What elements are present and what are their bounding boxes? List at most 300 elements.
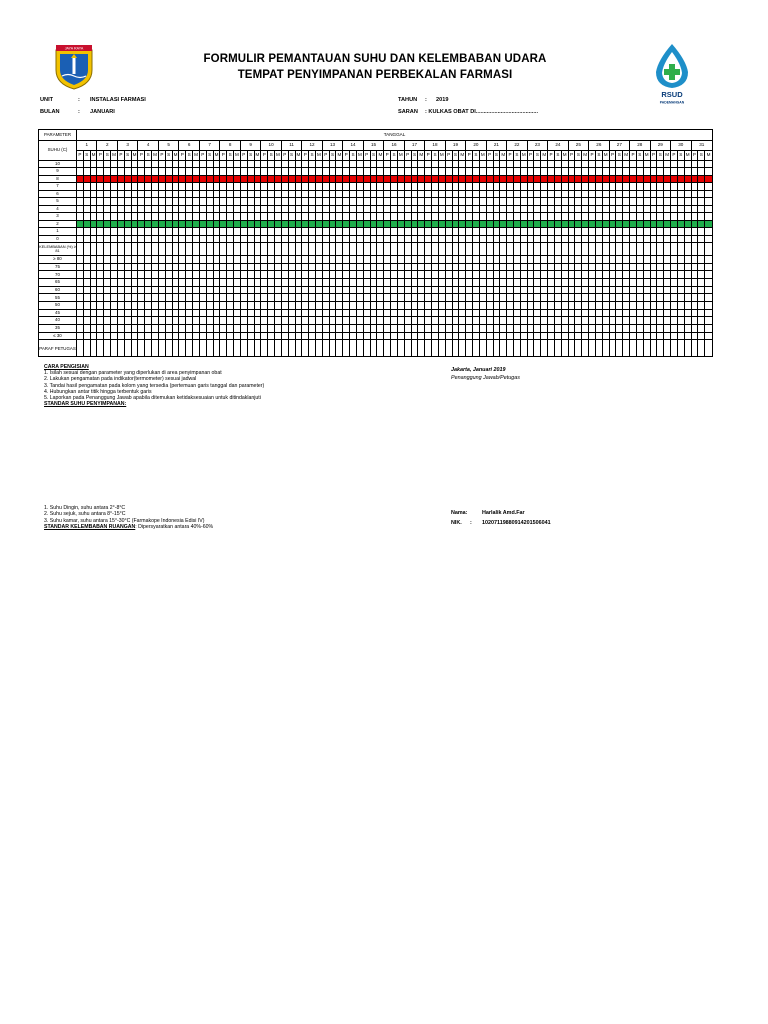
grid-cell[interactable] — [609, 160, 616, 168]
grid-cell[interactable] — [445, 220, 452, 228]
grid-cell[interactable] — [657, 160, 664, 168]
grid-cell[interactable] — [657, 286, 664, 294]
grid-cell[interactable] — [152, 332, 159, 340]
grid-cell[interactable] — [493, 317, 500, 325]
grid-cell[interactable] — [698, 220, 705, 228]
grid-cell[interactable] — [158, 198, 165, 206]
grid-cell[interactable] — [677, 160, 684, 168]
grid-cell[interactable] — [234, 198, 241, 206]
grid-cell[interactable] — [117, 205, 124, 213]
grid-cell[interactable] — [158, 205, 165, 213]
grid-cell[interactable] — [589, 243, 596, 256]
grid-cell[interactable] — [356, 286, 363, 294]
grid-cell[interactable] — [275, 317, 282, 325]
grid-cell[interactable] — [111, 340, 118, 357]
grid-cell[interactable] — [520, 317, 527, 325]
grid-cell[interactable] — [397, 168, 404, 176]
grid-cell[interactable] — [350, 324, 357, 332]
grid-cell[interactable] — [90, 271, 97, 279]
grid-cell[interactable] — [309, 235, 316, 243]
grid-cell[interactable] — [83, 243, 90, 256]
grid-cell[interactable] — [302, 324, 309, 332]
grid-cell[interactable] — [158, 279, 165, 287]
grid-cell[interactable] — [227, 279, 234, 287]
grid-cell[interactable] — [350, 160, 357, 168]
grid-cell[interactable] — [315, 324, 322, 332]
grid-cell[interactable] — [664, 243, 671, 256]
grid-cell[interactable] — [705, 183, 713, 191]
grid-cell[interactable] — [350, 235, 357, 243]
grid-cell[interactable] — [104, 324, 111, 332]
grid-cell[interactable] — [493, 294, 500, 302]
grid-cell[interactable] — [213, 183, 220, 191]
grid-cell[interactable] — [302, 302, 309, 310]
grid-cell[interactable] — [677, 271, 684, 279]
grid-cell[interactable] — [261, 294, 268, 302]
grid-cell[interactable] — [554, 279, 561, 287]
grid-cell[interactable] — [616, 190, 623, 198]
grid-cell[interactable] — [445, 183, 452, 191]
grid-cell[interactable] — [77, 271, 84, 279]
grid-cell[interactable] — [186, 228, 193, 236]
grid-cell[interactable] — [595, 309, 602, 317]
grid-cell[interactable] — [575, 294, 582, 302]
grid-cell[interactable] — [240, 228, 247, 236]
grid-cell[interactable] — [268, 198, 275, 206]
grid-cell[interactable] — [445, 168, 452, 176]
grid-cell[interactable] — [609, 243, 616, 256]
grid-cell[interactable] — [459, 309, 466, 317]
grid-cell[interactable] — [254, 279, 261, 287]
grid-cell[interactable] — [561, 324, 568, 332]
grid-cell[interactable] — [589, 205, 596, 213]
grid-cell[interactable] — [138, 235, 145, 243]
grid-cell[interactable] — [623, 294, 630, 302]
grid-cell[interactable] — [117, 183, 124, 191]
grid-cell[interactable] — [677, 317, 684, 325]
grid-cell[interactable] — [329, 263, 336, 271]
grid-cell[interactable] — [479, 340, 486, 357]
grid-cell[interactable] — [145, 324, 152, 332]
grid-cell[interactable] — [698, 205, 705, 213]
grid-cell[interactable] — [77, 160, 84, 168]
grid-cell[interactable] — [561, 235, 568, 243]
grid-cell[interactable] — [213, 205, 220, 213]
grid-cell[interactable] — [575, 198, 582, 206]
grid-cell[interactable] — [445, 205, 452, 213]
grid-cell[interactable] — [677, 220, 684, 228]
grid-cell[interactable] — [650, 190, 657, 198]
grid-cell[interactable] — [664, 332, 671, 340]
grid-cell[interactable] — [186, 279, 193, 287]
grid-cell[interactable] — [527, 332, 534, 340]
grid-cell[interactable] — [520, 302, 527, 310]
grid-cell[interactable] — [609, 309, 616, 317]
grid-cell[interactable] — [254, 168, 261, 176]
grid-cell[interactable] — [589, 324, 596, 332]
grid-cell[interactable] — [377, 256, 384, 264]
grid-cell[interactable] — [391, 317, 398, 325]
grid-cell[interactable] — [473, 340, 480, 357]
grid-cell[interactable] — [643, 190, 650, 198]
grid-cell[interactable] — [199, 175, 206, 183]
grid-cell[interactable] — [650, 175, 657, 183]
grid-cell[interactable] — [179, 309, 186, 317]
grid-cell[interactable] — [343, 243, 350, 256]
grid-cell[interactable] — [527, 198, 534, 206]
grid-cell[interactable] — [630, 228, 637, 236]
grid-cell[interactable] — [350, 279, 357, 287]
grid-cell[interactable] — [329, 256, 336, 264]
grid-cell[interactable] — [220, 317, 227, 325]
grid-cell[interactable] — [179, 302, 186, 310]
grid-cell[interactable] — [336, 228, 343, 236]
grid-cell[interactable] — [111, 256, 118, 264]
grid-cell[interactable] — [623, 243, 630, 256]
grid-cell[interactable] — [247, 302, 254, 310]
grid-cell[interactable] — [370, 340, 377, 357]
grid-cell[interactable] — [363, 256, 370, 264]
grid-cell[interactable] — [145, 279, 152, 287]
grid-cell[interactable] — [343, 190, 350, 198]
grid-cell[interactable] — [131, 228, 138, 236]
grid-cell[interactable] — [500, 175, 507, 183]
grid-cell[interactable] — [145, 332, 152, 340]
grid-cell[interactable] — [418, 279, 425, 287]
grid-cell[interactable] — [397, 324, 404, 332]
grid-cell[interactable] — [138, 294, 145, 302]
grid-cell[interactable] — [425, 220, 432, 228]
grid-cell[interactable] — [377, 294, 384, 302]
grid-cell[interactable] — [254, 205, 261, 213]
grid-cell[interactable] — [275, 198, 282, 206]
grid-cell[interactable] — [370, 324, 377, 332]
grid-cell[interactable] — [234, 175, 241, 183]
grid-cell[interactable] — [83, 190, 90, 198]
grid-cell[interactable] — [479, 220, 486, 228]
grid-cell[interactable] — [404, 243, 411, 256]
grid-cell[interactable] — [452, 279, 459, 287]
grid-cell[interactable] — [220, 243, 227, 256]
grid-cell[interactable] — [507, 160, 514, 168]
grid-cell[interactable] — [124, 213, 131, 221]
grid-cell[interactable] — [671, 309, 678, 317]
grid-cell[interactable] — [397, 317, 404, 325]
grid-cell[interactable] — [602, 302, 609, 310]
grid-cell[interactable] — [90, 183, 97, 191]
grid-cell[interactable] — [247, 324, 254, 332]
grid-cell[interactable] — [650, 213, 657, 221]
grid-cell[interactable] — [234, 332, 241, 340]
grid-cell[interactable] — [179, 271, 186, 279]
grid-cell[interactable] — [145, 228, 152, 236]
grid-cell[interactable] — [445, 309, 452, 317]
grid-cell[interactable] — [486, 220, 493, 228]
grid-cell[interactable] — [500, 309, 507, 317]
grid-cell[interactable] — [568, 168, 575, 176]
grid-cell[interactable] — [425, 317, 432, 325]
grid-cell[interactable] — [466, 243, 473, 256]
grid-cell[interactable] — [363, 190, 370, 198]
grid-cell[interactable] — [275, 213, 282, 221]
grid-cell[interactable] — [671, 317, 678, 325]
grid-cell[interactable] — [131, 168, 138, 176]
grid-cell[interactable] — [275, 235, 282, 243]
grid-cell[interactable] — [459, 235, 466, 243]
grid-cell[interactable] — [671, 205, 678, 213]
grid-cell[interactable] — [650, 235, 657, 243]
grid-cell[interactable] — [425, 294, 432, 302]
grid-cell[interactable] — [199, 198, 206, 206]
grid-cell[interactable] — [165, 302, 172, 310]
grid-cell[interactable] — [473, 309, 480, 317]
grid-cell[interactable] — [691, 198, 698, 206]
grid-cell[interactable] — [561, 286, 568, 294]
grid-cell[interactable] — [213, 235, 220, 243]
grid-cell[interactable] — [363, 243, 370, 256]
grid-cell[interactable] — [589, 190, 596, 198]
grid-cell[interactable] — [158, 332, 165, 340]
grid-cell[interactable] — [493, 190, 500, 198]
grid-cell[interactable] — [671, 332, 678, 340]
grid-cell[interactable] — [384, 263, 391, 271]
grid-cell[interactable] — [657, 340, 664, 357]
grid-cell[interactable] — [391, 160, 398, 168]
grid-cell[interactable] — [213, 256, 220, 264]
grid-cell[interactable] — [630, 160, 637, 168]
grid-cell[interactable] — [77, 256, 84, 264]
grid-cell[interactable] — [705, 263, 713, 271]
grid-cell[interactable] — [602, 160, 609, 168]
grid-cell[interactable] — [384, 220, 391, 228]
grid-cell[interactable] — [616, 220, 623, 228]
grid-cell[interactable] — [281, 309, 288, 317]
grid-cell[interactable] — [514, 340, 521, 357]
grid-cell[interactable] — [534, 213, 541, 221]
grid-cell[interactable] — [315, 243, 322, 256]
grid-cell[interactable] — [152, 160, 159, 168]
grid-cell[interactable] — [671, 324, 678, 332]
grid-cell[interactable] — [138, 228, 145, 236]
grid-cell[interactable] — [186, 183, 193, 191]
grid-cell[interactable] — [145, 190, 152, 198]
grid-cell[interactable] — [514, 256, 521, 264]
grid-cell[interactable] — [418, 190, 425, 198]
grid-cell[interactable] — [247, 340, 254, 357]
grid-cell[interactable] — [582, 168, 589, 176]
grid-cell[interactable] — [275, 175, 282, 183]
grid-cell[interactable] — [117, 294, 124, 302]
grid-cell[interactable] — [220, 271, 227, 279]
grid-cell[interactable] — [671, 340, 678, 357]
grid-cell[interactable] — [438, 243, 445, 256]
grid-cell[interactable] — [322, 160, 329, 168]
grid-cell[interactable] — [356, 213, 363, 221]
grid-cell[interactable] — [83, 279, 90, 287]
grid-cell[interactable] — [131, 190, 138, 198]
grid-cell[interactable] — [438, 228, 445, 236]
grid-cell[interactable] — [698, 279, 705, 287]
grid-cell[interactable] — [643, 340, 650, 357]
grid-cell[interactable] — [452, 160, 459, 168]
grid-cell[interactable] — [370, 228, 377, 236]
grid-cell[interactable] — [554, 309, 561, 317]
grid-cell[interactable] — [520, 175, 527, 183]
grid-cell[interactable] — [623, 220, 630, 228]
grid-cell[interactable] — [261, 243, 268, 256]
grid-cell[interactable] — [165, 160, 172, 168]
grid-cell[interactable] — [315, 205, 322, 213]
grid-cell[interactable] — [165, 183, 172, 191]
grid-cell[interactable] — [350, 340, 357, 357]
grid-cell[interactable] — [247, 168, 254, 176]
grid-cell[interactable] — [234, 286, 241, 294]
grid-cell[interactable] — [575, 220, 582, 228]
grid-cell[interactable] — [193, 263, 200, 271]
grid-cell[interactable] — [650, 294, 657, 302]
grid-cell[interactable] — [630, 332, 637, 340]
grid-cell[interactable] — [199, 256, 206, 264]
grid-cell[interactable] — [186, 198, 193, 206]
grid-cell[interactable] — [432, 213, 439, 221]
grid-cell[interactable] — [206, 263, 213, 271]
grid-cell[interactable] — [698, 256, 705, 264]
grid-cell[interactable] — [418, 198, 425, 206]
grid-cell[interactable] — [514, 302, 521, 310]
grid-cell[interactable] — [152, 175, 159, 183]
grid-cell[interactable] — [363, 309, 370, 317]
grid-cell[interactable] — [254, 235, 261, 243]
grid-cell[interactable] — [213, 220, 220, 228]
grid-cell[interactable] — [657, 183, 664, 191]
grid-cell[interactable] — [220, 309, 227, 317]
grid-cell[interactable] — [425, 324, 432, 332]
grid-cell[interactable] — [691, 205, 698, 213]
grid-cell[interactable] — [595, 205, 602, 213]
grid-cell[interactable] — [418, 271, 425, 279]
grid-cell[interactable] — [220, 205, 227, 213]
grid-cell[interactable] — [404, 183, 411, 191]
grid-cell[interactable] — [302, 205, 309, 213]
grid-cell[interactable] — [391, 263, 398, 271]
grid-cell[interactable] — [220, 183, 227, 191]
grid-cell[interactable] — [684, 302, 691, 310]
grid-cell[interactable] — [322, 190, 329, 198]
grid-cell[interactable] — [329, 309, 336, 317]
grid-cell[interactable] — [172, 205, 179, 213]
grid-cell[interactable] — [77, 294, 84, 302]
grid-cell[interactable] — [575, 271, 582, 279]
grid-cell[interactable] — [575, 213, 582, 221]
grid-cell[interactable] — [315, 168, 322, 176]
grid-cell[interactable] — [186, 309, 193, 317]
grid-cell[interactable] — [684, 294, 691, 302]
grid-cell[interactable] — [152, 317, 159, 325]
grid-cell[interactable] — [602, 220, 609, 228]
grid-cell[interactable] — [664, 271, 671, 279]
grid-cell[interactable] — [493, 160, 500, 168]
grid-cell[interactable] — [83, 235, 90, 243]
grid-cell[interactable] — [602, 168, 609, 176]
grid-cell[interactable] — [124, 205, 131, 213]
grid-cell[interactable] — [111, 263, 118, 271]
grid-cell[interactable] — [131, 198, 138, 206]
grid-cell[interactable] — [158, 271, 165, 279]
grid-cell[interactable] — [500, 279, 507, 287]
grid-cell[interactable] — [329, 183, 336, 191]
grid-cell[interactable] — [507, 190, 514, 198]
grid-cell[interactable] — [657, 220, 664, 228]
grid-cell[interactable] — [691, 168, 698, 176]
grid-cell[interactable] — [315, 340, 322, 357]
grid-cell[interactable] — [507, 309, 514, 317]
grid-cell[interactable] — [568, 235, 575, 243]
grid-cell[interactable] — [486, 198, 493, 206]
grid-cell[interactable] — [377, 317, 384, 325]
grid-cell[interactable] — [288, 198, 295, 206]
grid-cell[interactable] — [288, 175, 295, 183]
grid-cell[interactable] — [356, 160, 363, 168]
grid-cell[interactable] — [206, 294, 213, 302]
grid-cell[interactable] — [309, 302, 316, 310]
grid-cell[interactable] — [384, 160, 391, 168]
grid-cell[interactable] — [193, 183, 200, 191]
grid-cell[interactable] — [104, 317, 111, 325]
grid-cell[interactable] — [254, 309, 261, 317]
grid-cell[interactable] — [664, 175, 671, 183]
grid-cell[interactable] — [104, 205, 111, 213]
grid-cell[interactable] — [363, 175, 370, 183]
grid-cell[interactable] — [575, 160, 582, 168]
grid-cell[interactable] — [691, 190, 698, 198]
grid-cell[interactable] — [206, 243, 213, 256]
grid-cell[interactable] — [609, 168, 616, 176]
grid-cell[interactable] — [404, 228, 411, 236]
grid-cell[interactable] — [391, 175, 398, 183]
grid-cell[interactable] — [520, 168, 527, 176]
grid-cell[interactable] — [295, 183, 302, 191]
grid-cell[interactable] — [500, 183, 507, 191]
grid-cell[interactable] — [411, 302, 418, 310]
grid-cell[interactable] — [111, 160, 118, 168]
grid-cell[interactable] — [124, 309, 131, 317]
grid-cell[interactable] — [275, 228, 282, 236]
grid-cell[interactable] — [636, 256, 643, 264]
grid-cell[interactable] — [131, 160, 138, 168]
grid-cell[interactable] — [473, 302, 480, 310]
grid-cell[interactable] — [295, 263, 302, 271]
grid-cell[interactable] — [418, 256, 425, 264]
grid-cell[interactable] — [234, 294, 241, 302]
grid-cell[interactable] — [589, 309, 596, 317]
grid-cell[interactable] — [322, 263, 329, 271]
grid-cell[interactable] — [623, 332, 630, 340]
grid-cell[interactable] — [275, 271, 282, 279]
grid-cell[interactable] — [411, 263, 418, 271]
grid-cell[interactable] — [240, 286, 247, 294]
grid-cell[interactable] — [329, 324, 336, 332]
grid-cell[interactable] — [77, 198, 84, 206]
grid-cell[interactable] — [220, 332, 227, 340]
grid-cell[interactable] — [199, 243, 206, 256]
grid-cell[interactable] — [104, 263, 111, 271]
grid-cell[interactable] — [595, 271, 602, 279]
grid-cell[interactable] — [268, 271, 275, 279]
grid-cell[interactable] — [350, 183, 357, 191]
grid-cell[interactable] — [452, 294, 459, 302]
grid-cell[interactable] — [172, 243, 179, 256]
grid-cell[interactable] — [500, 302, 507, 310]
